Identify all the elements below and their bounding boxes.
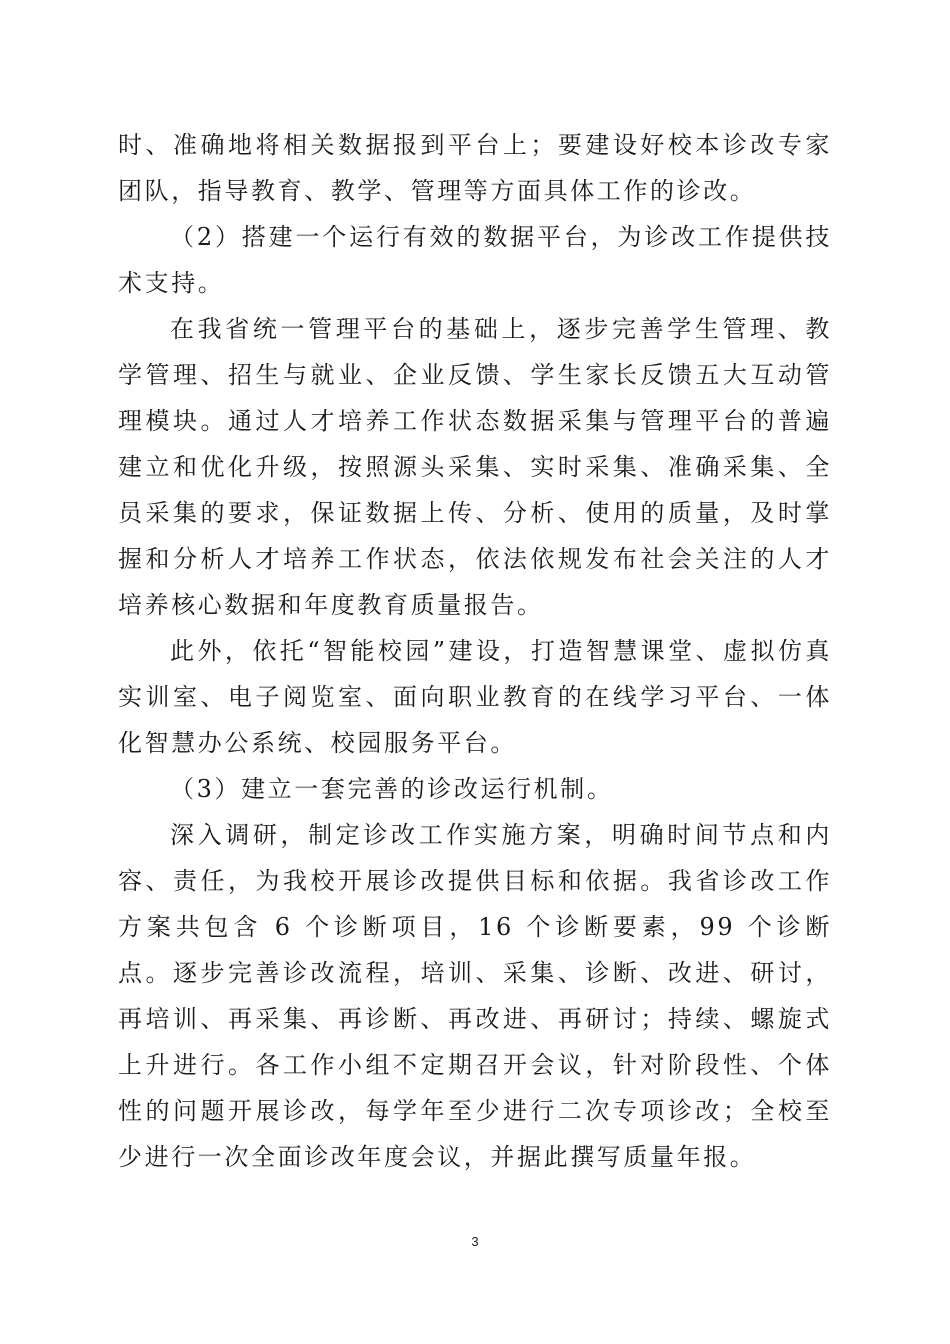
paragraph-heading-2: （2）搭建一个运行有效的数据平台，为诊改工作提供技术支持。 xyxy=(118,223,832,297)
document-body xyxy=(118,122,832,1180)
paragraph-smart-campus: 此外，依托“智能校园”建设，打造智慧课堂、虚拟仿真实训室、电子阅览室、面向职业教育的在线学习平台、一体化智慧办公系统、校园服务平台。 xyxy=(118,637,832,757)
paragraph-heading-3: （3）建立一套完善的诊改运行机制。 xyxy=(170,775,614,803)
paragraph-mechanism: 深入调研，制定诊改工作实施方案，明确时间节点和内容、责任，为我校开展诊改提供目标和依据。我省诊改工作方案共包含 6 个诊断项目，16 个诊断要素，99 个诊断点。逐步完善诊改流程，培训、采集、诊断、改进、研讨，再培训、再采集、再诊断、再改进、再研讨；持续、螺旋式上升进行。各工作小组不定期召开会议，针对阶段性、个体性的问题开展诊改，每学年至少进行二次专项诊改；全校至少进行一次全面诊改年度会议，并据此撰写质量年报。 xyxy=(118,821,832,1171)
paragraph-data-platform: 在我省统一管理平台的基础上，逐步完善学生管理、教学管理、招生与就业、企业反馈、学生家长反馈五大互动管理模块。通过人才培养工作状态数据采集与管理平台的普遍建立和优化升级，按照源头采集、实时采集、准确采集、全员采集的要求，保证数据上传、分析、使用的质量，及时掌握和分析人才培养工作状态，依法依规发布社会关注的人才培养核心数据和年度教育质量报告。 xyxy=(118,315,832,619)
page-number: 3 xyxy=(471,1234,479,1249)
paragraph-continuation: 时、准确地将相关数据报到平台上；要建设好校本诊改专家团队，指导教育、教学、管理等方面具体工作的诊改。 xyxy=(118,131,832,205)
